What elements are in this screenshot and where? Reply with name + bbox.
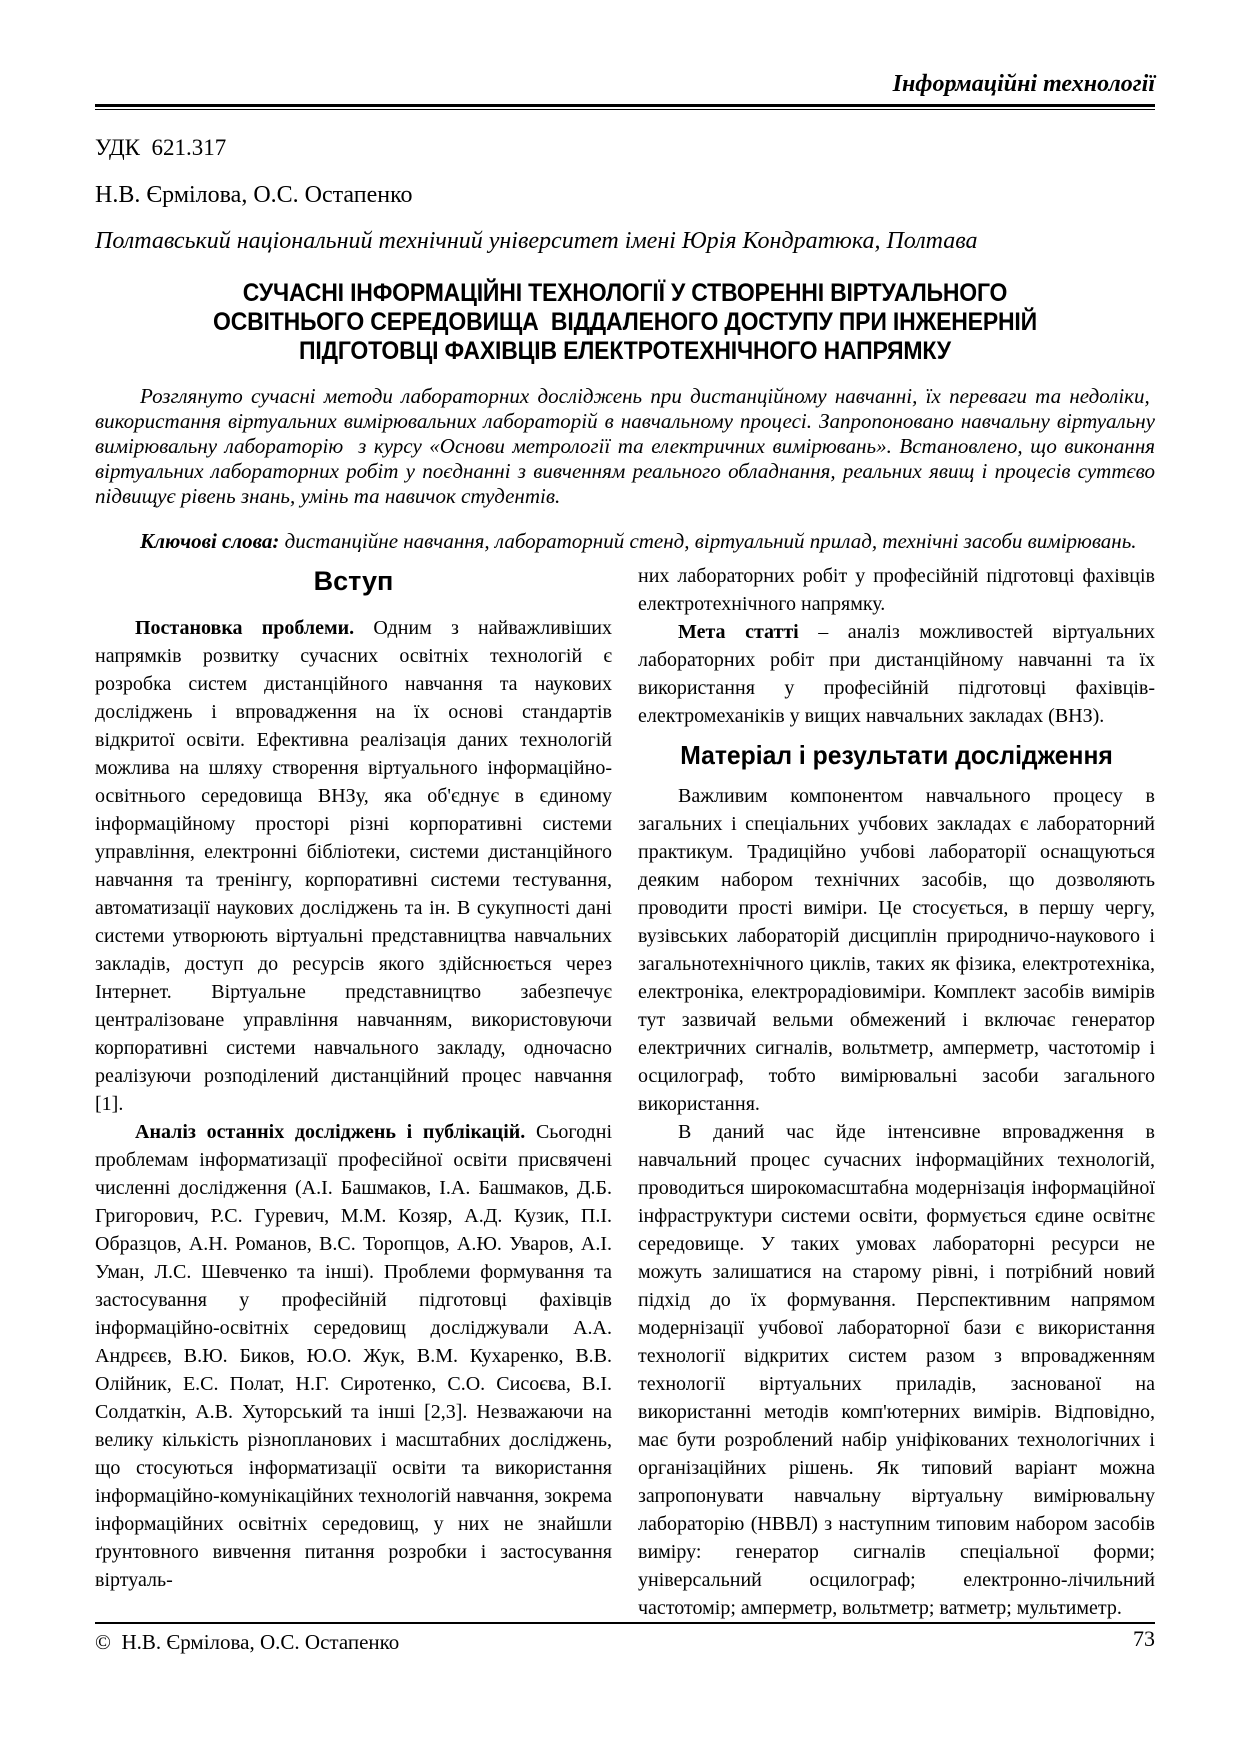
paragraph-lead: Постановка проблеми. bbox=[135, 617, 355, 639]
page-number: 73 bbox=[1133, 1626, 1155, 1651]
intro-paragraph-2 bbox=[95, 1118, 612, 1594]
udc-number: УДК 621.317 bbox=[95, 135, 227, 160]
keywords-paragraph bbox=[95, 529, 1155, 554]
footer-row bbox=[95, 1624, 1155, 1654]
materials-paragraph-1: Важливим компонентом навчального процесу в загальних і спеціальних учбових закладах є лабораторний практикум. Традиційно учбові лабораторії оснащуються деяким набором технічних засобів, що дозволяють проводити прості виміри. Це стосується, в першу чергу, вузівських лабораторій дисциплін природничо-наукового і загальнотехнічного циклів, таких як фізика, електротехніка, електроніка, електрорадіовиміри. Комплект засобів вимірів тут зазвичай вельми обмежений і включає генератор електричних сигналів, вольтметр, амперметр, частотомір і осцилограф, тобто вимірювальні засоби загального використання. bbox=[638, 785, 1155, 1115]
header-rule bbox=[95, 104, 1155, 110]
article-title-line: ПІДГОТОВЦІ ФАХІВЦІВ ЕЛЕКТРОТЕХНІЧНОГО НАПРЯМКУ bbox=[299, 337, 951, 365]
header-rule-thick bbox=[95, 104, 1155, 107]
article-title-line: ОСВІТНЬОГО СЕРЕДОВИЩА ВІДДАЛЕНОГО ДОСТУПУ ПРИ ІНЖЕНЕРНІЙ bbox=[212, 308, 1037, 336]
journal-section-running-head: Інформаційні технології bbox=[892, 71, 1155, 97]
authors-line: Н.В. Єрмілова, О.С. Остапенко bbox=[95, 182, 413, 208]
section-heading-materials: Матеріал і результати дослідження bbox=[680, 740, 1113, 770]
abstract-paragraph: Розглянуто сучасні методи лабораторних досліджень при дистанційному навчанні, їх переваги та недоліки, використання віртуальних вимірювальних лабораторій в навчальному процесі. Запропоновано навчальну віртуальну вимірювальну лабораторію з курсу «Основи метрології та електричних вимірювань». Встановлено, що виконання віртуальних лабораторних робіт у поєднанні з вивченням реального обладнання, реальних явищ і процесів суттєво підвищує рівень знань, умінь та навичок студентів. bbox=[95, 384, 1155, 508]
paragraph-text: – аналіз можливостей віртуальних лабораторних робіт при дистанційному навчанні та їх використання у професійній підготовці фахівців-електромеханіків у вищих навчальних закладах (ВНЗ). bbox=[638, 621, 1155, 727]
paragraph-text: Сьогодні проблемам інформатизації професійної освіти присвячені численні дослідження (А.І. Башмаков, І.А. Башмаков, Д.Б. Григорович, Р.С. Гуревич, М.М. Козяр, А.Д. Кузик, П.І. Образцов, А.Н. Романов, В.С. Торопцов, А.Ю. Уваров, А.І. Уман, Л.С. Шевченко та інші). Проблеми формування та застосування у професійній підготовці фахівців інформаційно-освітніх середовищ досліджували А.А. Андрєєв, В.Ю. Биков, Ю.О. Жук, В.М. Кухаренко, В.В. Олійник, Е.С. Полат, Н.Г. Сиротенко, С.О. Сисоєва, В.І. Солдаткін, А.В. Хуторський та інші [2,3]. Незважаючи на велику кількість різнопланових і масштабних досліджень, що стосуються інформатизації освіти та використання інформаційно-комунікаційних технологій навчання, зокрема інформаційних освітніх середовищ, у них не знайшли ґрунтовного вивчення питання розробки і застосування віртуаль- bbox=[95, 1121, 612, 1591]
keywords-label: Ключові слова: bbox=[140, 529, 280, 553]
materials-paragraph-2: В даний час йде інтенсивне впровадження в навчальний процес сучасних інформаційних технологій, проводиться широкомасштабна модернізація інформаційної інфраструктури системи освіти, формується єдине освітнє середовище. У таких умовах лабораторні ресурси не можуть залишатися на старому рівні, і потрібний новий підхід до їх формування. Перспективним напрямом модернізації учбової лабораторної бази є використання технології відкритих систем разом з впровадженням технології віртуальних приладів, заснованої на використанні методів комп'ютерних вимірів. Відповідно, має бути розроблений набір уніфікованих технологічних і організаційних рішень. Як типовий варіант можна запропонувати навчальну віртуальну вимірювальну лабораторію (НВВЛ) з наступним типовим набором засобів виміру: генератор сигналів спеціальної форми; універсальний осцилограф; електронно-лічильний частотомір; амперметр, вольтметр; ватметр; мультиметр. bbox=[638, 1121, 1155, 1619]
paragraph-text: Одним з найважливіших напрямків розвитку сучасних освітніх технологій є розробка систем дистанційного навчання та наукових досліджень і впровадження на їх основі стандартів відкритої освіти. Ефективна реалізація даних технологій можлива на шляху створення віртуального інформаційно-освітнього середовища ВНЗу, яка об'єднує в єдиному інформаційному просторі різні корпоративні системи управління, електронні бібліотеки, системи дистанційного навчання та тренінгу, корпоративні системи тестування, автоматизації наукових досліджень та ін. В сукупності дані системи утворюють віртуальні представництва навчальних закладів, доступ до ресурсів якого здійснюється через Інтернет. Віртуальне представництво забезпечує централізоване управління навчанням, використовуючи корпоративні системи навчального закладу, одночасно реалізуючи розподілений дистанційний процес навчання [1]. bbox=[95, 617, 612, 1115]
article-title-line: СУЧАСНІ ІНФОРМАЦІЙНІ ТЕХНОЛОГІЇ У СТВОРЕННІ ВІРТУАЛЬНОГО bbox=[242, 279, 1008, 307]
intro-paragraph-1 bbox=[95, 614, 612, 1118]
article-title bbox=[95, 279, 1155, 366]
page-footer bbox=[95, 1622, 1155, 1654]
keywords-text: дистанційне навчання, лабораторний стенд, віртуальний прилад, технічні засоби вимірювань. bbox=[284, 529, 1137, 553]
left-column bbox=[95, 562, 612, 1622]
affiliation-line: Полтавський національний технічний університет імені Юрія Кондратюка, Полтава bbox=[95, 228, 978, 254]
paragraph-lead: Мета статті bbox=[678, 621, 799, 643]
section-heading-intro: Вступ bbox=[313, 566, 394, 596]
paragraph-lead: Аналіз останніх досліджень і публікацій. bbox=[135, 1121, 526, 1143]
two-column-body bbox=[95, 562, 1155, 1622]
footer-copyright: © Н.В. Єрмілова, О.С. Остапенко bbox=[95, 1630, 400, 1654]
right-column bbox=[638, 562, 1155, 1622]
aim-paragraph bbox=[638, 618, 1155, 730]
header-rule-thin bbox=[95, 109, 1155, 110]
continuation-paragraph: них лабораторних робіт у професійній підготовці фахівців електротехнічного напрямку. bbox=[638, 565, 1155, 615]
